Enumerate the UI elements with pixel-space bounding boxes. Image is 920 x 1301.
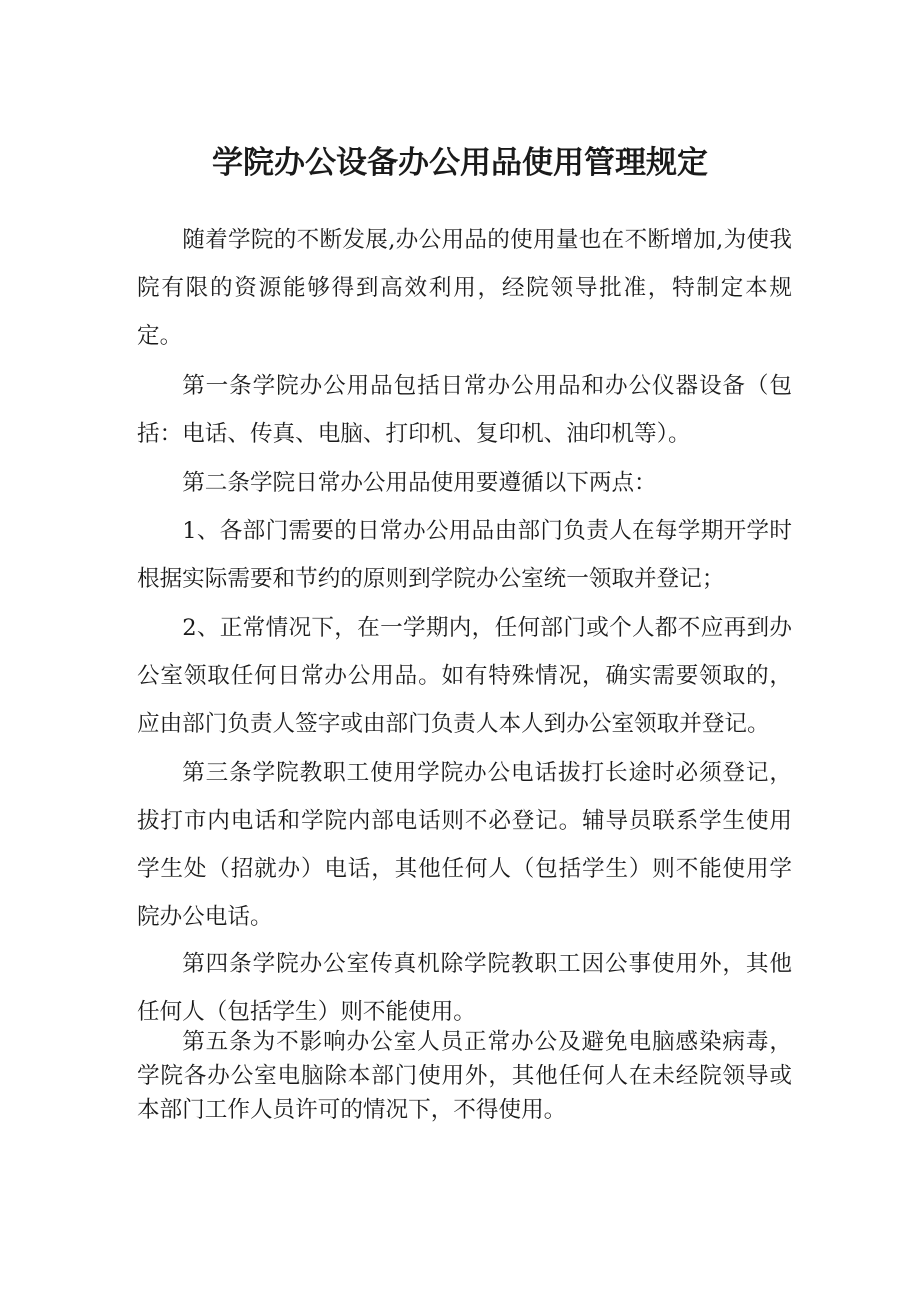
paragraph-intro: 随着学院的不断发展,办公用品的使用量也在不断增加,为使我院有限的资源能够得到高效利用，经院领导批准，特制定本规定。 xyxy=(137,227,792,349)
paragraph-article-2-item-1: 1、各部门需要的日常办公用品由部门负责人在每学期开学时根据实际需要和节约的原则到学院办公室统一领取并登记； xyxy=(137,518,792,592)
paragraph-article-4: 第四条学院办公室传真机除学院教职工因公事使用外，其他任何人（包括学生）则不能使用。 xyxy=(137,951,792,1025)
document-title: 学院办公设备办公用品使用管理规定 xyxy=(212,145,708,181)
paragraph-article-2-item-2: 2、正常情况下，在一学期内，任何部门或个人都不应再到办公室领取任何日常办公用品。如有特殊情况，确实需要领取的，应由部门负责人签字或由部门负责人本人到办公室领取并登记。 xyxy=(137,615,792,737)
paragraph-article-5: 第五条为不影响办公室人员正常办公及避免电脑感染病毒，学院各办公室电脑除本部门使用外，其他任何人在未经院领导或本部门工作人员许可的情况下，不得使用。 xyxy=(137,1029,792,1123)
paragraph-article-3: 第三条学院教职工使用学院办公电话拔打长途时必须登记，拔打市内电话和学院内部电话则不必登记。辅导员联系学生使用学生处（招就办）电话，其他任何人（包括学生）则不能使用学院办公电话。 xyxy=(137,760,792,930)
paragraph-article-2: 第二条学院日常办公用品使用要遵循以下两点： xyxy=(182,470,657,496)
paragraph-article-1: 第一条学院办公用品包括日常办公用品和办公仪器设备（包括：电话、传真、电脑、打印机、复印机、油印机等）。 xyxy=(137,373,792,447)
